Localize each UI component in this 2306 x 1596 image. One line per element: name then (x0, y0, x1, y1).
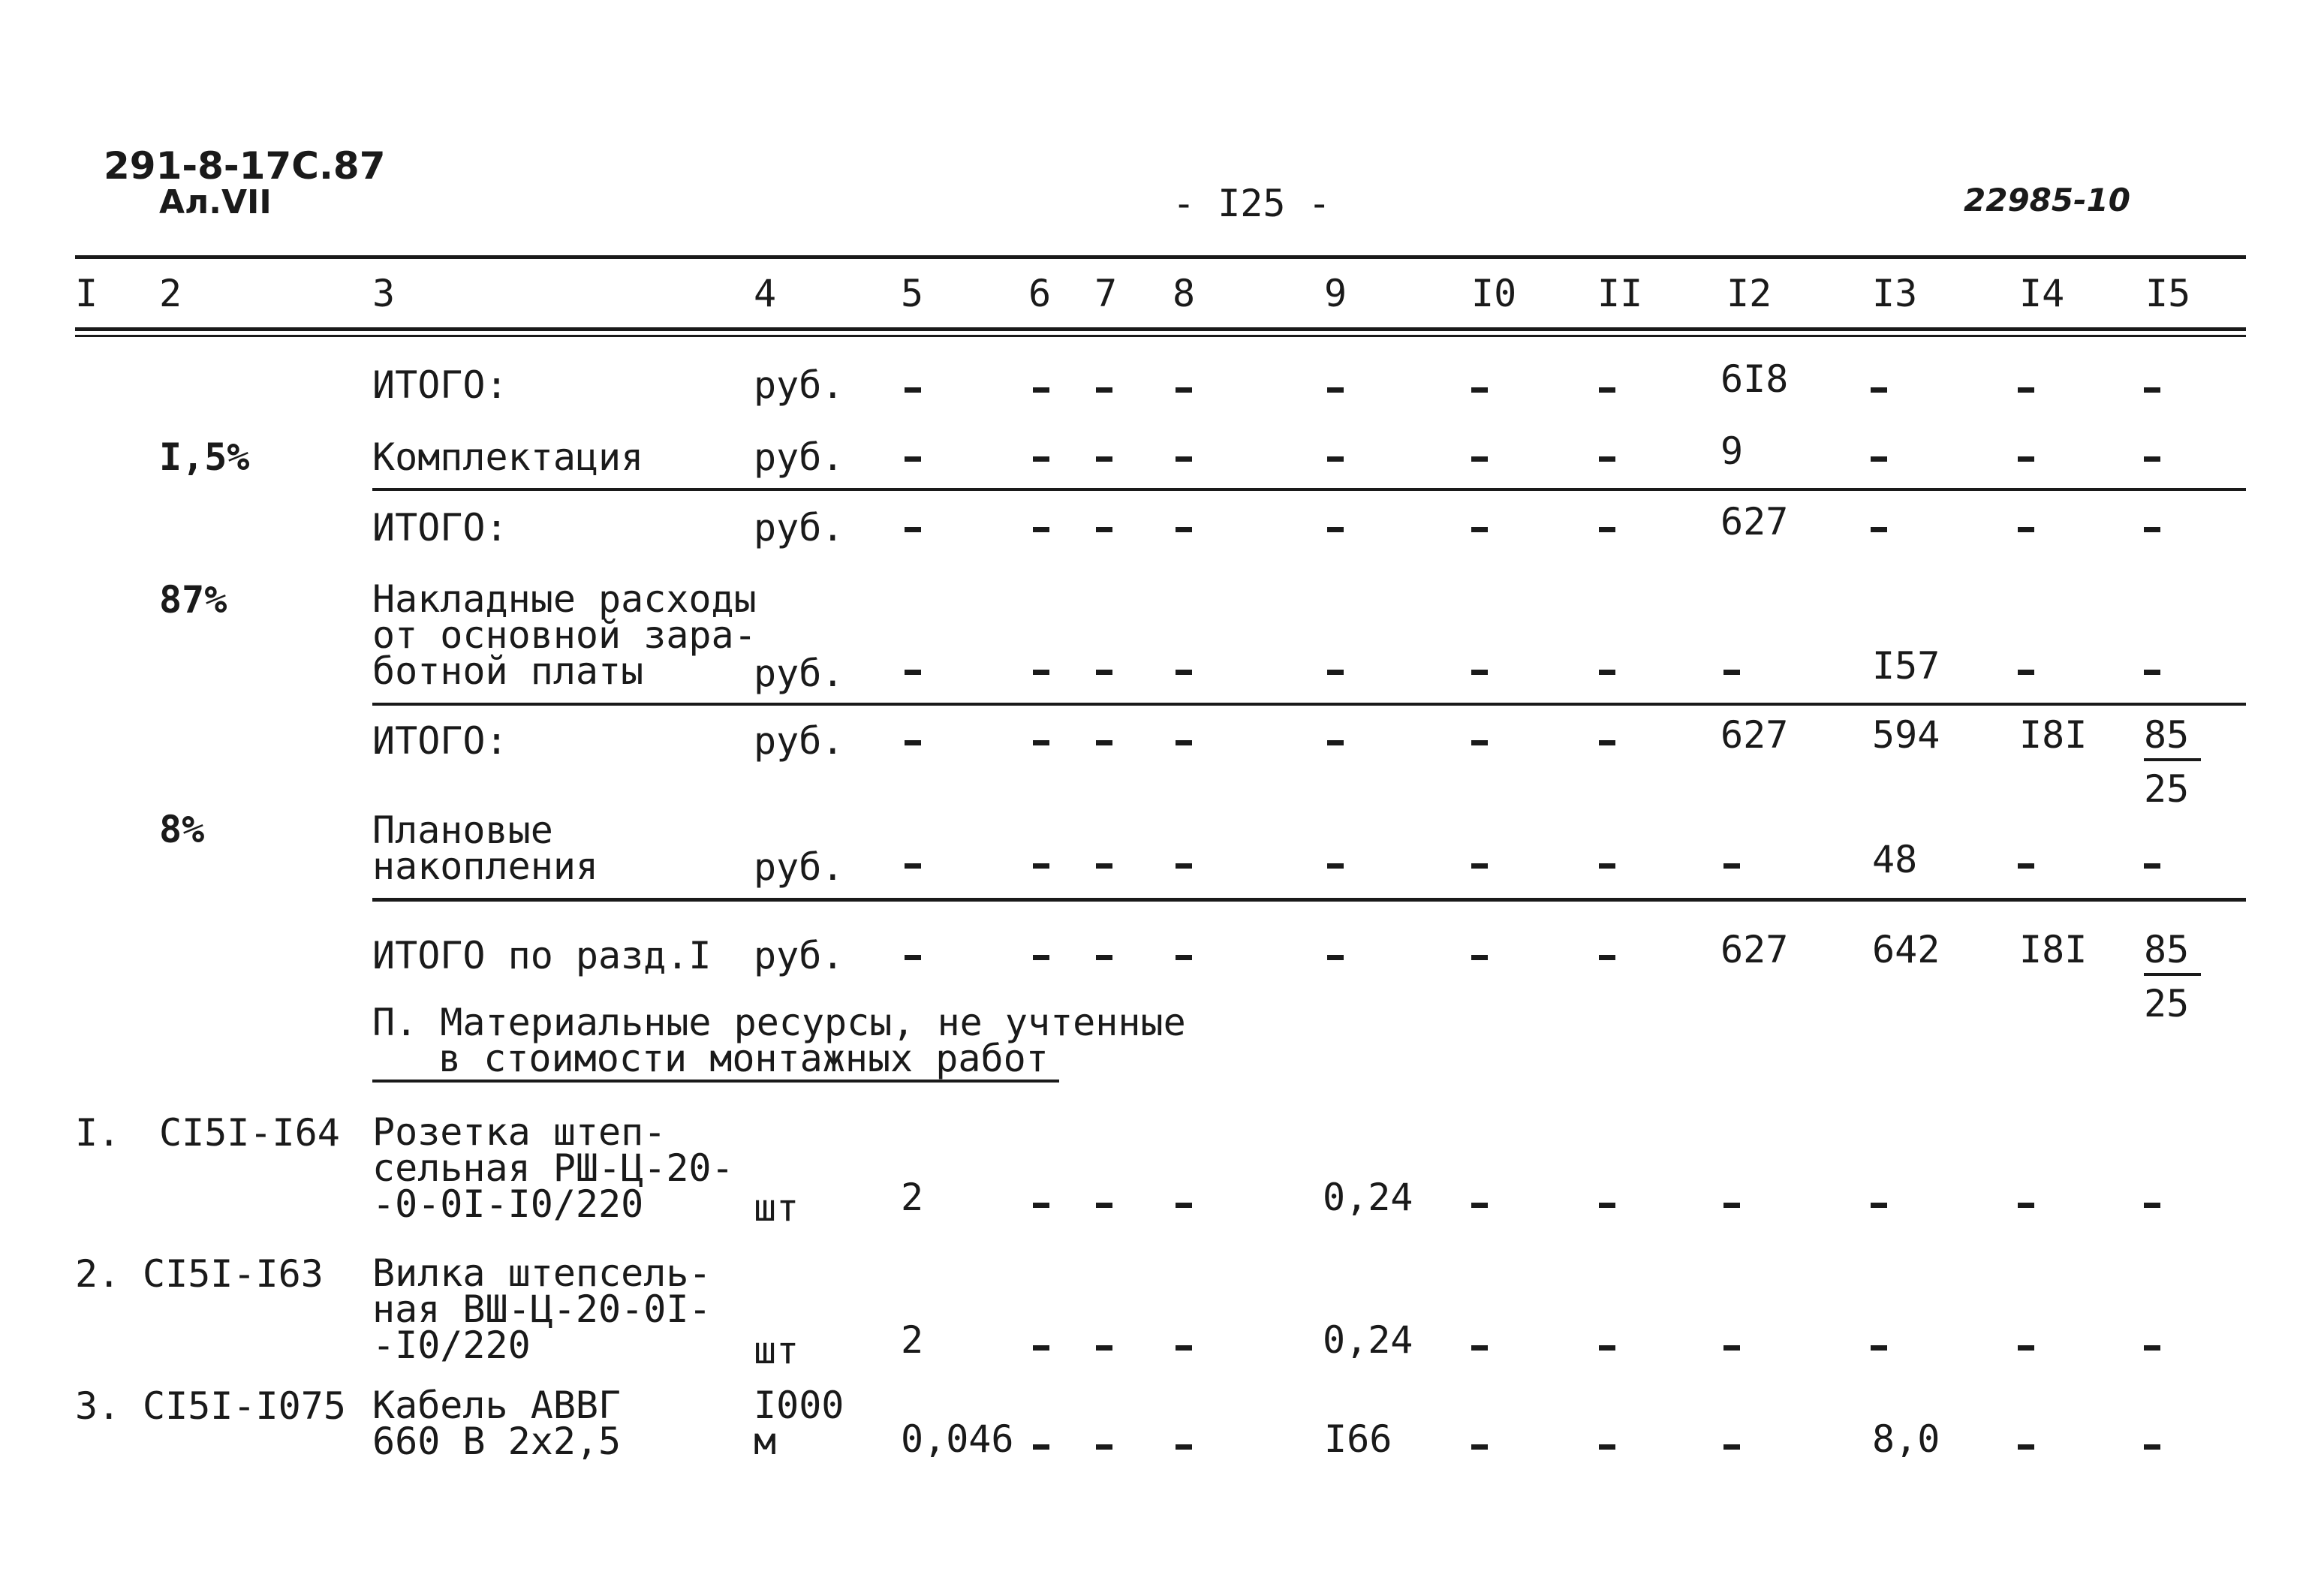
empty-cell-dash (1033, 1345, 1049, 1351)
inventory-number: 22985-10 (1964, 182, 2130, 218)
row-percent: 87% (159, 578, 227, 622)
empty-cell-dash (2144, 527, 2160, 532)
table-header-rule (75, 327, 2246, 331)
empty-cell-dash (1871, 1203, 1887, 1208)
row-unit: руб. (754, 652, 844, 695)
empty-cell-dash (1471, 1203, 1488, 1208)
empty-cell-dash (905, 955, 921, 960)
empty-cell-dash (1723, 863, 1740, 869)
empty-cell-dash (1033, 1444, 1049, 1450)
item-name-line: 660 В 2х2,5 (372, 1420, 622, 1463)
empty-cell-dash (1327, 456, 1344, 462)
cell-col5: 0,046 (901, 1417, 1014, 1461)
column-header: 5 (901, 272, 924, 315)
cell-col13: 594 (1872, 713, 1940, 757)
empty-cell-dash (1599, 670, 1615, 675)
cell-col14: I8I (2019, 928, 2088, 971)
row-name-line: Накладные расходы (372, 577, 757, 621)
empty-cell-dash (1599, 740, 1615, 745)
empty-cell-dash (1723, 1444, 1740, 1450)
empty-cell-dash (1471, 955, 1488, 960)
row-name-line: ботной платы (372, 649, 644, 693)
empty-cell-dash (1599, 456, 1615, 462)
empty-cell-dash (1096, 387, 1112, 393)
empty-cell-dash (2144, 1345, 2160, 1351)
empty-cell-dash (1033, 955, 1049, 960)
section-title-underlined: в стоимости монтажных работ (372, 1040, 1059, 1083)
empty-cell-dash (1327, 863, 1344, 869)
empty-cell-dash (2018, 670, 2034, 675)
item-unit: шт (754, 1329, 799, 1372)
empty-cell-dash (1096, 1345, 1112, 1351)
cell-col9: 0,24 (1323, 1176, 1413, 1219)
column-header: I (75, 272, 98, 315)
empty-cell-dash (1176, 456, 1192, 462)
empty-cell-dash (2018, 863, 2034, 869)
empty-cell-dash (1871, 1345, 1887, 1351)
document-code: 291-8-17С.87 (104, 144, 386, 188)
empty-cell-dash (1723, 670, 1740, 675)
empty-cell-dash (1471, 456, 1488, 462)
empty-cell-dash (1033, 527, 1049, 532)
item-unit: шт (754, 1186, 799, 1230)
item-name-line: сельная РШ-Ц-20- (372, 1146, 734, 1190)
row-percent: 8% (159, 808, 205, 851)
empty-cell-dash (1327, 740, 1344, 745)
empty-cell-dash (1096, 1444, 1112, 1450)
empty-cell-dash (905, 740, 921, 745)
empty-cell-dash (905, 670, 921, 675)
row-name: Комплектация (372, 435, 644, 479)
empty-cell-dash (1599, 1345, 1615, 1351)
column-header: I2 (1726, 272, 1772, 315)
cell-col15-numerator: 85 (2144, 931, 2201, 976)
cell-col9: 0,24 (1323, 1318, 1413, 1362)
empty-cell-dash (1096, 456, 1112, 462)
empty-cell-dash (2018, 387, 2034, 393)
item-name-line: Вилка штепсель- (372, 1251, 712, 1295)
empty-cell-dash (1176, 670, 1192, 675)
cell-col13: 48 (1872, 838, 1918, 881)
item-unit-line: м (754, 1420, 777, 1463)
empty-cell-dash (1471, 740, 1488, 745)
row-unit: руб. (754, 845, 844, 889)
column-header: I5 (2145, 272, 2191, 315)
cell-col15-denominator: 25 (2144, 767, 2190, 811)
cell-col13: I57 (1872, 644, 1940, 688)
empty-cell-dash (1327, 670, 1344, 675)
row-unit: руб. (754, 719, 844, 763)
empty-cell-dash (905, 387, 921, 393)
row-name: ИТОГО: (372, 506, 508, 550)
row-percent: I,5% (159, 435, 250, 479)
empty-cell-dash (1327, 527, 1344, 532)
empty-cell-dash (2018, 1203, 2034, 1208)
row-name-line: Плановые (372, 809, 553, 852)
row-name: ИТОГО: (372, 363, 508, 407)
empty-cell-dash (2144, 456, 2160, 462)
column-header: 7 (1094, 272, 1118, 315)
row-separator (372, 703, 2246, 706)
empty-cell-dash (1599, 387, 1615, 393)
empty-cell-dash (1471, 670, 1488, 675)
empty-cell-dash (1327, 387, 1344, 393)
empty-cell-dash (1176, 387, 1192, 393)
empty-cell-dash (1033, 863, 1049, 869)
row-unit: руб. (754, 506, 844, 550)
empty-cell-dash (1176, 863, 1192, 869)
empty-cell-dash (2144, 863, 2160, 869)
item-number: 2. (75, 1252, 121, 1296)
item-unit-line: I000 (754, 1384, 844, 1427)
empty-cell-dash (2018, 1345, 2034, 1351)
column-header: 3 (372, 272, 396, 315)
item-number: 3. (75, 1384, 121, 1428)
empty-cell-dash (1033, 1203, 1049, 1208)
item-name-line: -0-0I-I0/220 (372, 1182, 644, 1226)
empty-cell-dash (2144, 670, 2160, 675)
cell-col15-numerator: 85 (2144, 716, 2201, 761)
empty-cell-dash (1471, 1345, 1488, 1351)
empty-cell-dash (1471, 863, 1488, 869)
cell-col12: 627 (1720, 500, 1789, 544)
empty-cell-dash (1096, 863, 1112, 869)
empty-cell-dash (2018, 1444, 2034, 1450)
cell-col9: I66 (1324, 1417, 1392, 1461)
empty-cell-dash (1176, 1203, 1192, 1208)
cell-col12: 6I8 (1720, 357, 1789, 401)
cell-col5: 2 (901, 1176, 924, 1219)
cell-col12: 627 (1720, 928, 1789, 971)
item-name-line: ная ВШ-Ц-20-0I- (372, 1287, 712, 1331)
empty-cell-dash (2144, 1203, 2160, 1208)
column-header: I0 (1471, 272, 1517, 315)
empty-cell-dash (2144, 1444, 2160, 1450)
empty-cell-dash (1723, 1203, 1740, 1208)
empty-cell-dash (905, 527, 921, 532)
row-name: ИТОГО по разд.I (372, 934, 712, 977)
empty-cell-dash (1471, 527, 1488, 532)
cell-col5: 2 (901, 1318, 924, 1362)
empty-cell-dash (1599, 527, 1615, 532)
column-header: 2 (159, 272, 182, 315)
empty-cell-dash (1096, 740, 1112, 745)
empty-cell-dash (1096, 1203, 1112, 1208)
table-header-rule-2 (75, 335, 2246, 337)
item-number: I. (75, 1111, 121, 1155)
row-name: ИТОГО: (372, 719, 508, 763)
column-header: 4 (754, 272, 777, 315)
empty-cell-dash (905, 456, 921, 462)
empty-cell-dash (1176, 740, 1192, 745)
empty-cell-dash (1599, 955, 1615, 960)
empty-cell-dash (1033, 740, 1049, 745)
page-number: - I25 - (1173, 182, 1331, 225)
column-header: I4 (2019, 272, 2065, 315)
cell-col13: 642 (1872, 928, 1940, 971)
item-code: СI5I-I075 (143, 1384, 346, 1428)
cell-col15-denominator: 25 (2144, 982, 2190, 1025)
row-unit: руб. (754, 435, 844, 479)
empty-cell-dash (2144, 387, 2160, 393)
column-header: I3 (1872, 272, 1918, 315)
cell-col12: 9 (1720, 429, 1744, 473)
row-unit: руб. (754, 934, 844, 977)
empty-cell-dash (1096, 955, 1112, 960)
row-separator (372, 488, 2246, 491)
row-name-line: от основной зара- (372, 613, 757, 657)
item-name-line: Кабель АВВГ (372, 1384, 622, 1427)
empty-cell-dash (1327, 955, 1344, 960)
album-number: Ал.VII (159, 183, 272, 221)
item-code: СI5I-I64 (159, 1111, 340, 1155)
row-name-line: накопления (372, 845, 599, 888)
empty-cell-dash (1033, 670, 1049, 675)
empty-cell-dash (1033, 387, 1049, 393)
row-separator (372, 898, 2246, 902)
item-name-line: -I0/220 (372, 1323, 531, 1367)
empty-cell-dash (1871, 387, 1887, 393)
row-unit: руб. (754, 363, 844, 407)
column-header: 6 (1028, 272, 1052, 315)
table-top-rule (75, 255, 2246, 259)
cell-col13: 8,0 (1872, 1417, 1940, 1461)
section-title: П. Материальные ресурсы, не учтенные (372, 1001, 1186, 1044)
empty-cell-dash (1599, 1203, 1615, 1208)
empty-cell-dash (1723, 1345, 1740, 1351)
empty-cell-dash (1096, 527, 1112, 532)
empty-cell-dash (1599, 863, 1615, 869)
empty-cell-dash (1871, 527, 1887, 532)
column-header: 8 (1173, 272, 1196, 315)
empty-cell-dash (1176, 1345, 1192, 1351)
empty-cell-dash (2018, 527, 2034, 532)
empty-cell-dash (1471, 1444, 1488, 1450)
column-header: II (1597, 272, 1643, 315)
empty-cell-dash (1471, 387, 1488, 393)
cell-col14: I8I (2019, 713, 2088, 757)
empty-cell-dash (1599, 1444, 1615, 1450)
empty-cell-dash (1871, 456, 1887, 462)
empty-cell-dash (1176, 955, 1192, 960)
cell-col12: 627 (1720, 713, 1789, 757)
empty-cell-dash (1033, 456, 1049, 462)
item-code: СI5I-I63 (143, 1252, 324, 1296)
empty-cell-dash (1176, 1444, 1192, 1450)
empty-cell-dash (905, 863, 921, 869)
empty-cell-dash (2018, 456, 2034, 462)
empty-cell-dash (1096, 670, 1112, 675)
column-header: 9 (1324, 272, 1347, 315)
item-name-line: Розетка штеп- (372, 1110, 667, 1154)
empty-cell-dash (1176, 527, 1192, 532)
